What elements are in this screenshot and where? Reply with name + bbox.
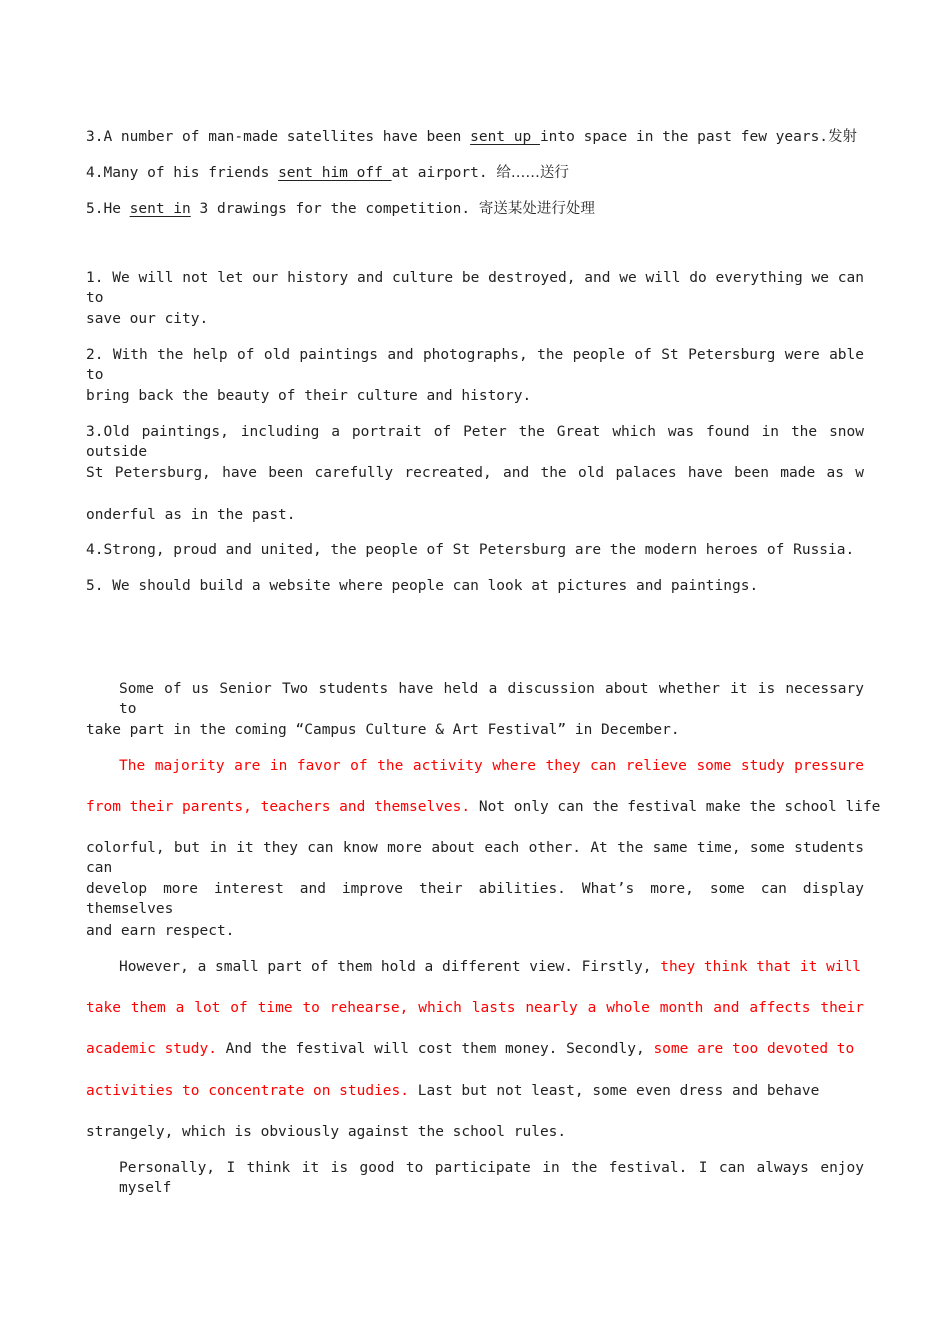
chinese-gloss: 给……送行 bbox=[496, 165, 569, 181]
essay-p2-line-1: The majority are in favor of the activity where they can relieve some study pressure bbox=[119, 758, 864, 774]
sentence-4-line-1: 4.Strong, proud and united, the people of St Petersburg are the modern heroes of Russia. bbox=[86, 542, 855, 558]
sentence-2-line-1: 2. With the help of old paintings and photographs, the people of St Petersburg were able to bbox=[86, 347, 864, 383]
sentence-2-line-2: bring back the beauty of their culture and history. bbox=[86, 388, 532, 404]
essay-p2-line-4: develop more interest and improve their abilities. What’s more, some can display themselves bbox=[86, 881, 864, 917]
essay-p1-line-2: take part in the coming “Campus Culture & Art Festival” in December. bbox=[86, 722, 680, 738]
essay-text: Not only can the festival make the school life bbox=[470, 799, 881, 815]
essay-p2-line-2 bbox=[86, 797, 881, 817]
underlined-phrase: sent him off bbox=[278, 165, 392, 181]
essay-p1-line-1: Some of us Senior Two students have held a discussion about whether it is necessary to bbox=[119, 681, 864, 717]
example-text: 3 drawings for the competition. bbox=[190, 201, 479, 217]
example-text: 3.A number of man-made satellites have been bbox=[86, 129, 471, 145]
essay-p2-line-3: colorful, but in it they can know more about each other. At the same time, some students can bbox=[86, 840, 864, 876]
essay-p3-line-4 bbox=[86, 1081, 864, 1101]
highlighted-text: they think that it will bbox=[660, 959, 862, 975]
essay-text: Last but not least, some even dress and behave bbox=[409, 1083, 820, 1099]
sentence-1-line-2: save our city. bbox=[86, 311, 209, 327]
sentence-3-line-1: 3.Old paintings, including a portrait of Peter the Great which was found in the snow outside bbox=[86, 424, 864, 460]
underlined-phrase: sent in bbox=[129, 201, 191, 217]
example-text: at airport. bbox=[391, 165, 497, 181]
essay-p3-line-1 bbox=[119, 957, 864, 977]
highlighted-text: from their parents, teachers and themselves. bbox=[86, 799, 471, 815]
highlighted-text: academic study. bbox=[86, 1041, 217, 1057]
essay-text: And the festival will cost them money. Secondly, bbox=[216, 1041, 654, 1057]
sentence-1-line-1: 1. We will not let our history and culture be destroyed, and we will do everything we can to bbox=[86, 270, 864, 306]
chinese-gloss: 发射 bbox=[828, 129, 858, 145]
underlined-phrase: sent up bbox=[470, 129, 540, 145]
sentence-3-line-3: onderful as in the past. bbox=[86, 507, 296, 523]
example-text: 4.Many of his friends bbox=[86, 165, 279, 181]
sentence-3-line-2: St Petersburg, have been carefully recreated, and the old palaces have been made as w bbox=[86, 465, 864, 481]
highlighted-text: some are too devoted to bbox=[653, 1041, 855, 1057]
essay-p2-line-5: and earn respect. bbox=[86, 923, 235, 939]
essay-p3-line-2: take them a lot of time to rehearse, which lasts nearly a whole month and affects their bbox=[86, 1000, 864, 1016]
highlighted-text: activities to concentrate on studies. bbox=[86, 1083, 410, 1099]
essay-p4-line-1: Personally, I think it is good to participate in the festival. I can always enjoy myself bbox=[119, 1160, 864, 1196]
example-line-5 bbox=[86, 199, 864, 219]
example-line-3 bbox=[86, 127, 864, 147]
example-text: into space in the past few years. bbox=[539, 129, 829, 145]
essay-text: However, a small part of them hold a different view. Firstly, bbox=[119, 959, 661, 975]
essay-p3-line-3 bbox=[86, 1039, 864, 1059]
example-line-4 bbox=[86, 163, 864, 183]
example-text: 5.He bbox=[86, 201, 130, 217]
chinese-gloss: 寄送某处进行处理 bbox=[478, 201, 595, 217]
essay-p3-line-5: strangely, which is obviously against the school rules. bbox=[86, 1124, 567, 1140]
sentence-5-line-1: 5. We should build a website where people can look at pictures and paintings. bbox=[86, 578, 759, 594]
